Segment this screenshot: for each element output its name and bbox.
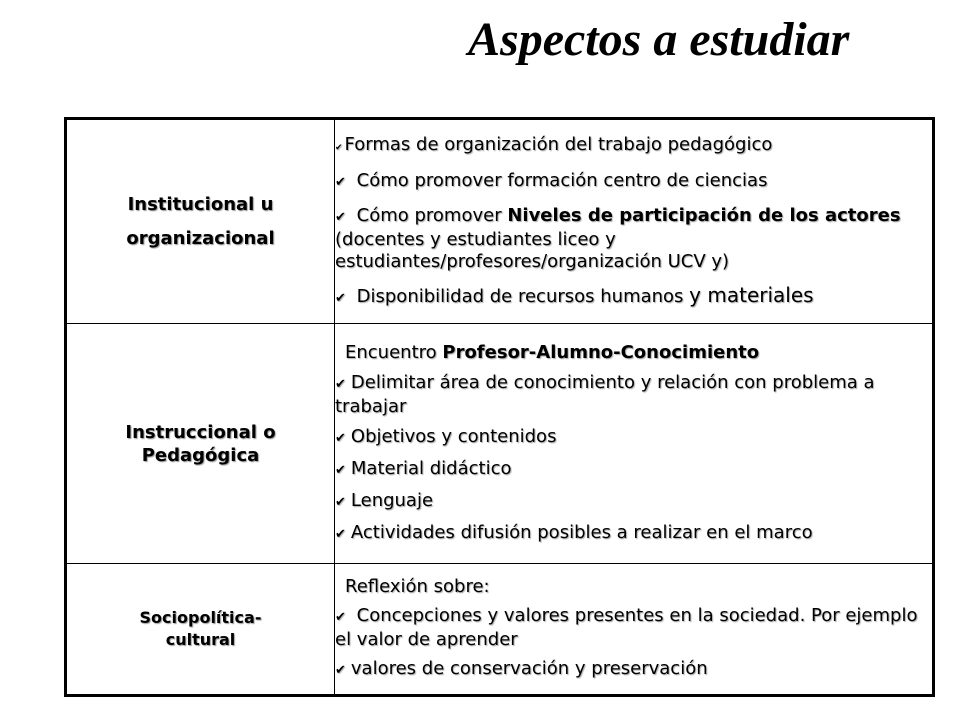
checkmark-icon: ✔ <box>335 663 346 678</box>
row-label-line: Pedagógica <box>141 444 260 466</box>
list-item-text: Lenguaje <box>350 489 434 511</box>
list-item-large-text: y materiales <box>689 282 814 307</box>
list-item-text: (docentes y estudiantes liceo y estudiantes/profesores/organización UCV y) <box>335 228 730 272</box>
row-heading-bold-text: Profesor-Alumno-Conocimiento <box>442 341 760 363</box>
row-label-line: organizacional <box>126 227 275 249</box>
list-item <box>335 170 932 194</box>
row-content-cell <box>335 119 934 324</box>
row-label-line: Instruccional o <box>125 421 276 443</box>
list-item <box>335 134 932 159</box>
list-item <box>335 490 932 514</box>
row-label-cell <box>66 119 335 324</box>
list-item-text: Actividades difusión posibles a realizar en el marco <box>350 521 813 543</box>
list-item <box>335 284 932 310</box>
checkmark-icon: ✔ <box>335 526 346 542</box>
checkmark-icon: ✔ <box>335 462 346 478</box>
list-item-text: Disponibilidad de recursos humanos <box>356 285 690 307</box>
list-item <box>335 658 932 682</box>
list-item-text: Cómo promover <box>356 204 508 226</box>
list-item-text: Objetivos y contenidos <box>350 425 557 447</box>
list-item-text: Material didáctico <box>350 457 512 479</box>
table-row <box>66 324 934 564</box>
row-heading-text: Encuentro <box>345 341 443 363</box>
list-item-text: Concepciones y valores presentes en la sociedad. Por ejemplo el valor de aprender <box>335 605 918 650</box>
list-item <box>335 426 932 450</box>
list-item-text: valores de conservación y preservación <box>350 658 708 679</box>
table-row <box>66 564 934 696</box>
row-heading <box>335 342 932 364</box>
row-content-cell <box>335 324 934 564</box>
row-label-line: Institucional u <box>127 193 274 215</box>
checkmark-icon: ✔ <box>335 610 346 625</box>
row-content-cell <box>335 564 934 696</box>
aspects-table <box>64 117 935 697</box>
row-label-line: Sociopolítica- <box>139 608 262 627</box>
checkmark-icon: ✔ <box>335 376 346 392</box>
list-item <box>335 458 932 482</box>
list-item <box>335 605 932 651</box>
list-item-text: Formas de organización del trabajo pedagógico <box>344 133 773 155</box>
row-label-cell <box>66 564 335 696</box>
checkmark-icon: ✔ <box>335 290 346 306</box>
list-item-text: Cómo promover formación centro de ciencias <box>356 169 768 191</box>
list-item <box>335 205 932 273</box>
list-item <box>335 372 932 418</box>
row-heading: Reflexión sobre: <box>345 576 490 597</box>
table-row <box>66 119 934 324</box>
list-item <box>335 522 932 546</box>
checkmark-icon: ✔ <box>335 494 346 510</box>
list-item-bold-text: Niveles de participación de los actores <box>507 204 901 226</box>
list-item-text: Delimitar área de conocimiento y relación con problema a trabajar <box>335 371 875 417</box>
checkmark-icon: ✔ <box>335 174 346 190</box>
checkmark-icon: ✔ <box>335 430 346 446</box>
slide-title: Aspectos a estudiar <box>468 13 850 66</box>
row-label-line: cultural <box>165 630 236 649</box>
checkmark-icon: ✔ <box>335 209 346 225</box>
checkmark-icon: ✔ <box>335 142 343 153</box>
row-label-cell <box>66 324 335 564</box>
